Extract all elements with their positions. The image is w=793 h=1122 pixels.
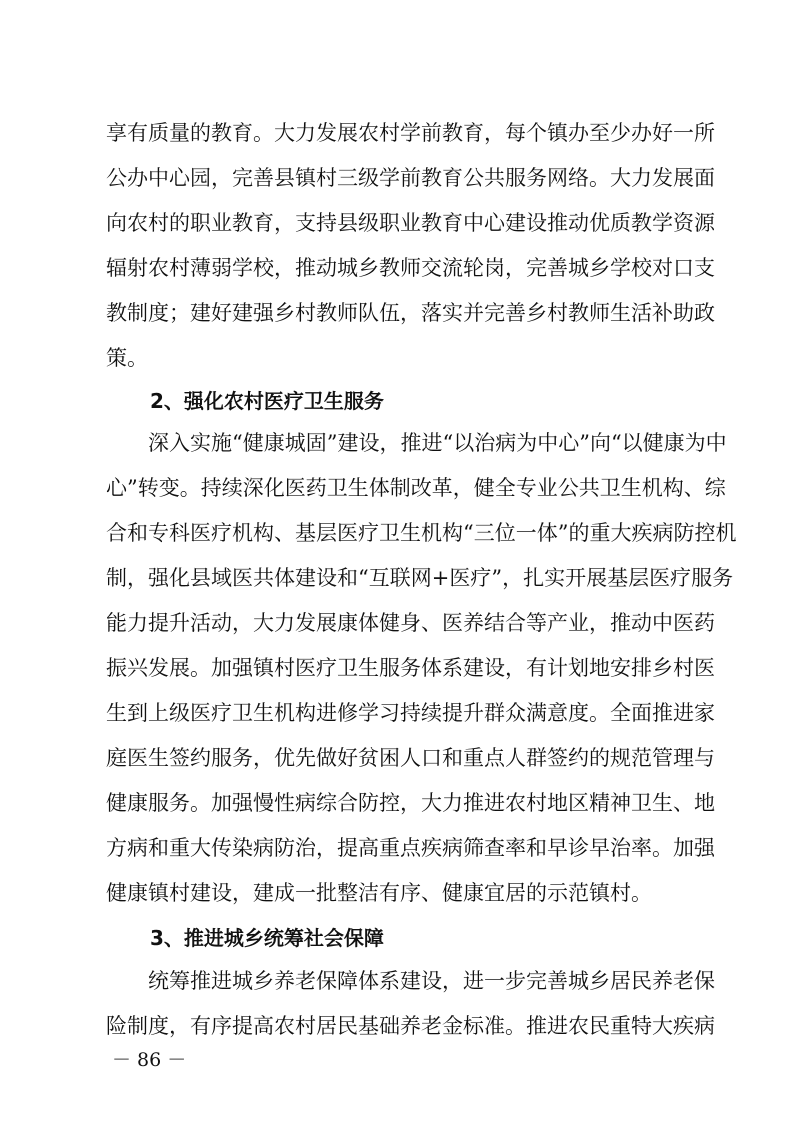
section-heading-2: 2、强化农村医疗卫生服务 [150, 389, 384, 413]
paragraph-line: 心”转变。持续深化医药卫生体制改革，健全专业公共卫生机构、综 [106, 476, 726, 500]
paragraph-line: 向农村的职业教育，支持县级职业教育中心建设推动优质教学资源 [106, 211, 715, 235]
paragraph-line: 健康服务。加强慢性病综合防控，大力推进农村地区精神卫生、地 [106, 791, 715, 815]
paragraph-line: 教制度；建好建强乡村教师队伍，落实并完善乡村教师生活补助政 [106, 301, 715, 325]
paragraph-line: 振兴发展。加强镇村医疗卫生服务体系建设，有计划地安排乡村医 [106, 656, 715, 680]
paragraph-line: 险制度，有序提高农村居民基础养老金标准。推进农民重特大疾病 [106, 1014, 715, 1038]
paragraph-line: 深入实施“健康城固”建设，推进“以治病为中心”向“以健康为中 [148, 431, 727, 455]
paragraph-line: 统筹推进城乡养老保障体系建设，进一步完善城乡居民养老保 [148, 969, 715, 993]
paragraph-line: 策。 [106, 346, 148, 370]
page-number: － 86 － [112, 1049, 187, 1071]
section-heading-3: 3、推进城乡统筹社会保障 [150, 926, 384, 950]
paragraph-line: 制，强化县域医共体建设和“互联网+医疗”，扎实开展基层医疗服务 [106, 566, 734, 590]
paragraph-line: 辐射农村薄弱学校，推动城乡教师交流轮岗，完善城乡学校对口支 [106, 256, 715, 280]
paragraph-line: 享有质量的教育。大力发展农村学前教育，每个镇办至少办好一所 [106, 121, 715, 145]
paragraph-line: 生到上级医疗卫生机构进修学习持续提升群众满意度。全面推进家 [106, 701, 715, 725]
paragraph-line: 方病和重大传染病防治，提高重点疾病筛查率和早诊早治率。加强 [106, 836, 715, 860]
paragraph-line: 庭医生签约服务，优先做好贫困人口和重点人群签约的规范管理与 [106, 746, 715, 770]
paragraph-line: 公办中心园，完善县镇村三级学前教育公共服务网络。大力发展面 [106, 166, 715, 190]
paragraph-line: 能力提升活动，大力发展康体健身、医养结合等产业，推动中医药 [106, 611, 715, 635]
paragraph-line: 合和专科医疗机构、基层医疗卫生机构“三位一体”的重大疾病防控机 [106, 521, 737, 545]
paragraph-line: 健康镇村建设，建成一批整洁有序、健康宜居的示范镇村。 [106, 881, 652, 905]
